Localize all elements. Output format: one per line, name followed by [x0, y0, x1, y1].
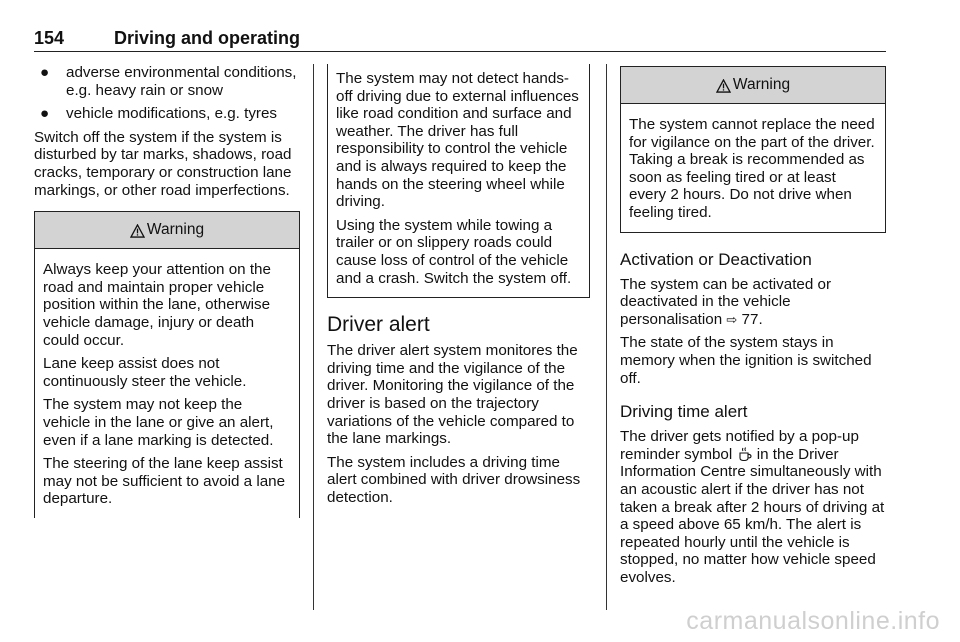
warning-continuation-box: [327, 64, 590, 298]
warning-triangle-icon: [130, 224, 145, 238]
column-divider-2: [606, 64, 607, 610]
paragraph: The system can be activated or deactivated in the vehicle personalisation ⇨ 77.: [620, 275, 832, 328]
header-rule: [34, 51, 886, 52]
warning-body: [621, 104, 885, 232]
bullet-icon: ●: [40, 105, 50, 123]
warning-title: Warning: [732, 76, 791, 94]
warning-header: [621, 66, 885, 104]
section-heading: Driver alert: [327, 313, 430, 337]
column-2: [327, 64, 590, 512]
warning-body: [35, 249, 299, 518]
warning-box: [34, 211, 300, 518]
subsection-heading: Driving time alert: [620, 402, 748, 422]
warning-title: Warning: [146, 221, 205, 239]
paragraph: Switch off the system if the system is disturbed by tar marks, shadows, road cracks, temporary or construction lane markings, or other road imperfections.: [34, 128, 292, 199]
page-header: [34, 26, 886, 52]
warning-paragraph: The system may not detect hands-off driving due to external influences like road condition and surface and weather. The driver has full responsibility to control the vehicle and is always required to keep the hands on the steering wheel while driving.: [336, 70, 579, 211]
warning-paragraph: The system may not keep the vehicle in the lane or give an alert, even if a lane marking is detected.: [43, 396, 274, 449]
coffee-cup-icon: [737, 446, 753, 462]
warning-paragraph: Using the system while towing a trailer or on slippery roads could cause loss of control of the vehicle and a crash. Switch the system off.: [336, 216, 572, 287]
paragraph: The system includes a driving time alert combined with driver drowsiness detection.: [327, 453, 581, 506]
warning-paragraph: Always keep your attention on the road and maintain proper vehicle position within the lane, otherwise vehicle damage, injury or death could occur.: [43, 261, 271, 349]
column-divider-1: [313, 64, 314, 610]
paragraph: The driver alert system monitores the driving time and the vigilance of the driver. Monitoring the vigilance of the driver is based on the trajectory variations of the vehicle compared to the lane markings.: [327, 342, 578, 448]
warning-paragraph: Lane keep assist does not continuously steer the vehicle.: [43, 355, 247, 390]
page-number: 154: [34, 28, 65, 48]
column-1: [34, 64, 300, 518]
list-item: ● adverse environmental conditions, e.g. heavy rain or snow: [40, 64, 297, 99]
paragraph: The driver gets notified by a pop-up reminder symbol in the Driver Information Centre simultaneously with an acoustic alert if the driver has not taken a break after 2 hours of driving at a speed above 65 km/h. The alert is repeated hourly until the vehicle is stopped, no matter how vehicle speed evolves.: [620, 428, 885, 586]
warning-triangle-icon: [716, 79, 731, 93]
warning-paragraph: The system cannot replace the need for vigilance on the part of the driver. Taking a break is recommended as soon as feeling tired or at least every 2 hours. Do not drive when feeling tired.: [629, 116, 875, 221]
paragraph: The state of the system stays in memory when the ignition is switched off.: [620, 334, 872, 387]
subsection-heading: Activation or Deactivation: [620, 249, 812, 269]
warning-box: [620, 66, 886, 233]
bullet-list: [34, 64, 300, 123]
warning-paragraph: The steering of the lane keep assist may not be sufficient to avoid a lane departure.: [43, 455, 286, 508]
list-item: ● vehicle modifications, e.g. tyres: [40, 105, 278, 123]
column-3: [620, 64, 886, 592]
bullet-icon: ●: [40, 64, 50, 81]
watermark: carmanualsonline.info: [686, 607, 940, 635]
page-title: Driving and operating: [114, 28, 301, 48]
page-reference-arrow-icon: ⇨: [726, 311, 738, 327]
warning-header: [35, 211, 299, 249]
